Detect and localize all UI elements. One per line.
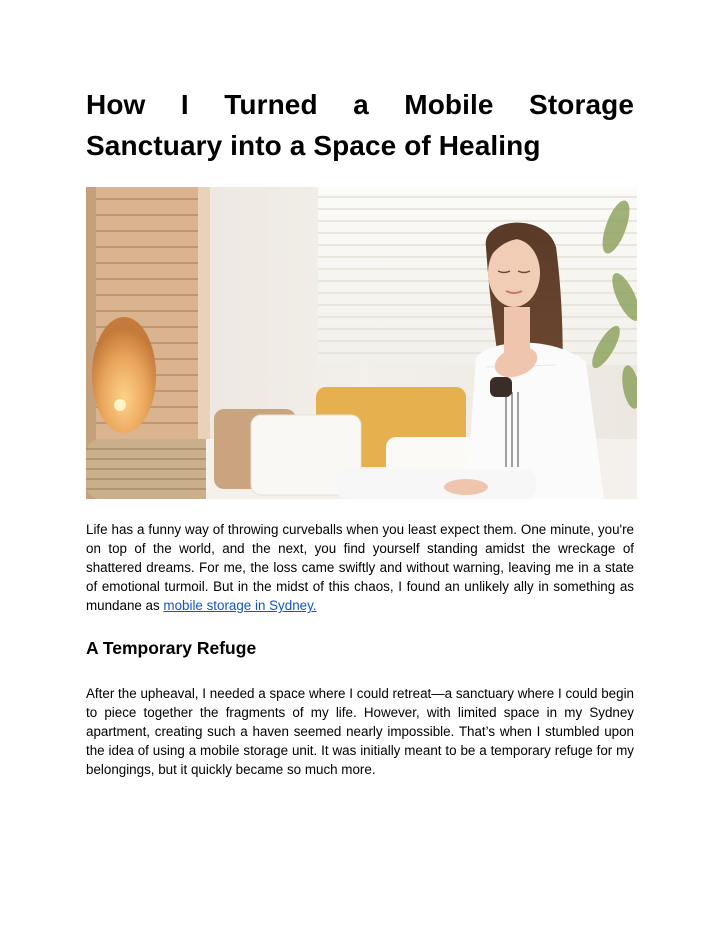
title-line-2: Sanctuary into a Space of Healing	[86, 130, 541, 161]
page-title	[86, 84, 634, 166]
section-heading: A Temporary Refuge	[86, 638, 257, 658]
intro-paragraph-text: Life has a funny way of throwing curveballs when you least expect them. One minute, you're on top of the world, and the next, you find yourself standing amidst the wreckage of shattered dreams. For me, the loss came swiftly and without warning, leaving me in a state of emotional turmoil. But in the midst of this chaos, I found an unlikely ally in something as mundane as	[86, 522, 634, 613]
section-paragraph: After the upheaval, I needed a space where I could retreat—a sanctuary where I could begin to piece together the fragments of my life. However, with limited space in my Sydney apartment, creating such a haven seemed nearly impossible. That’s when I stumbled upon the idea of using a mobile storage unit. It was initially meant to be a temporary refuge for my belongings, but it quickly became so much more.	[86, 686, 634, 777]
intro-paragraph	[86, 520, 634, 615]
mobile-storage-link[interactable]: mobile storage in Sydney.	[163, 598, 317, 613]
title-line-1: How I Turned a Mobile Storage	[86, 89, 634, 120]
hero-photo	[86, 187, 637, 499]
